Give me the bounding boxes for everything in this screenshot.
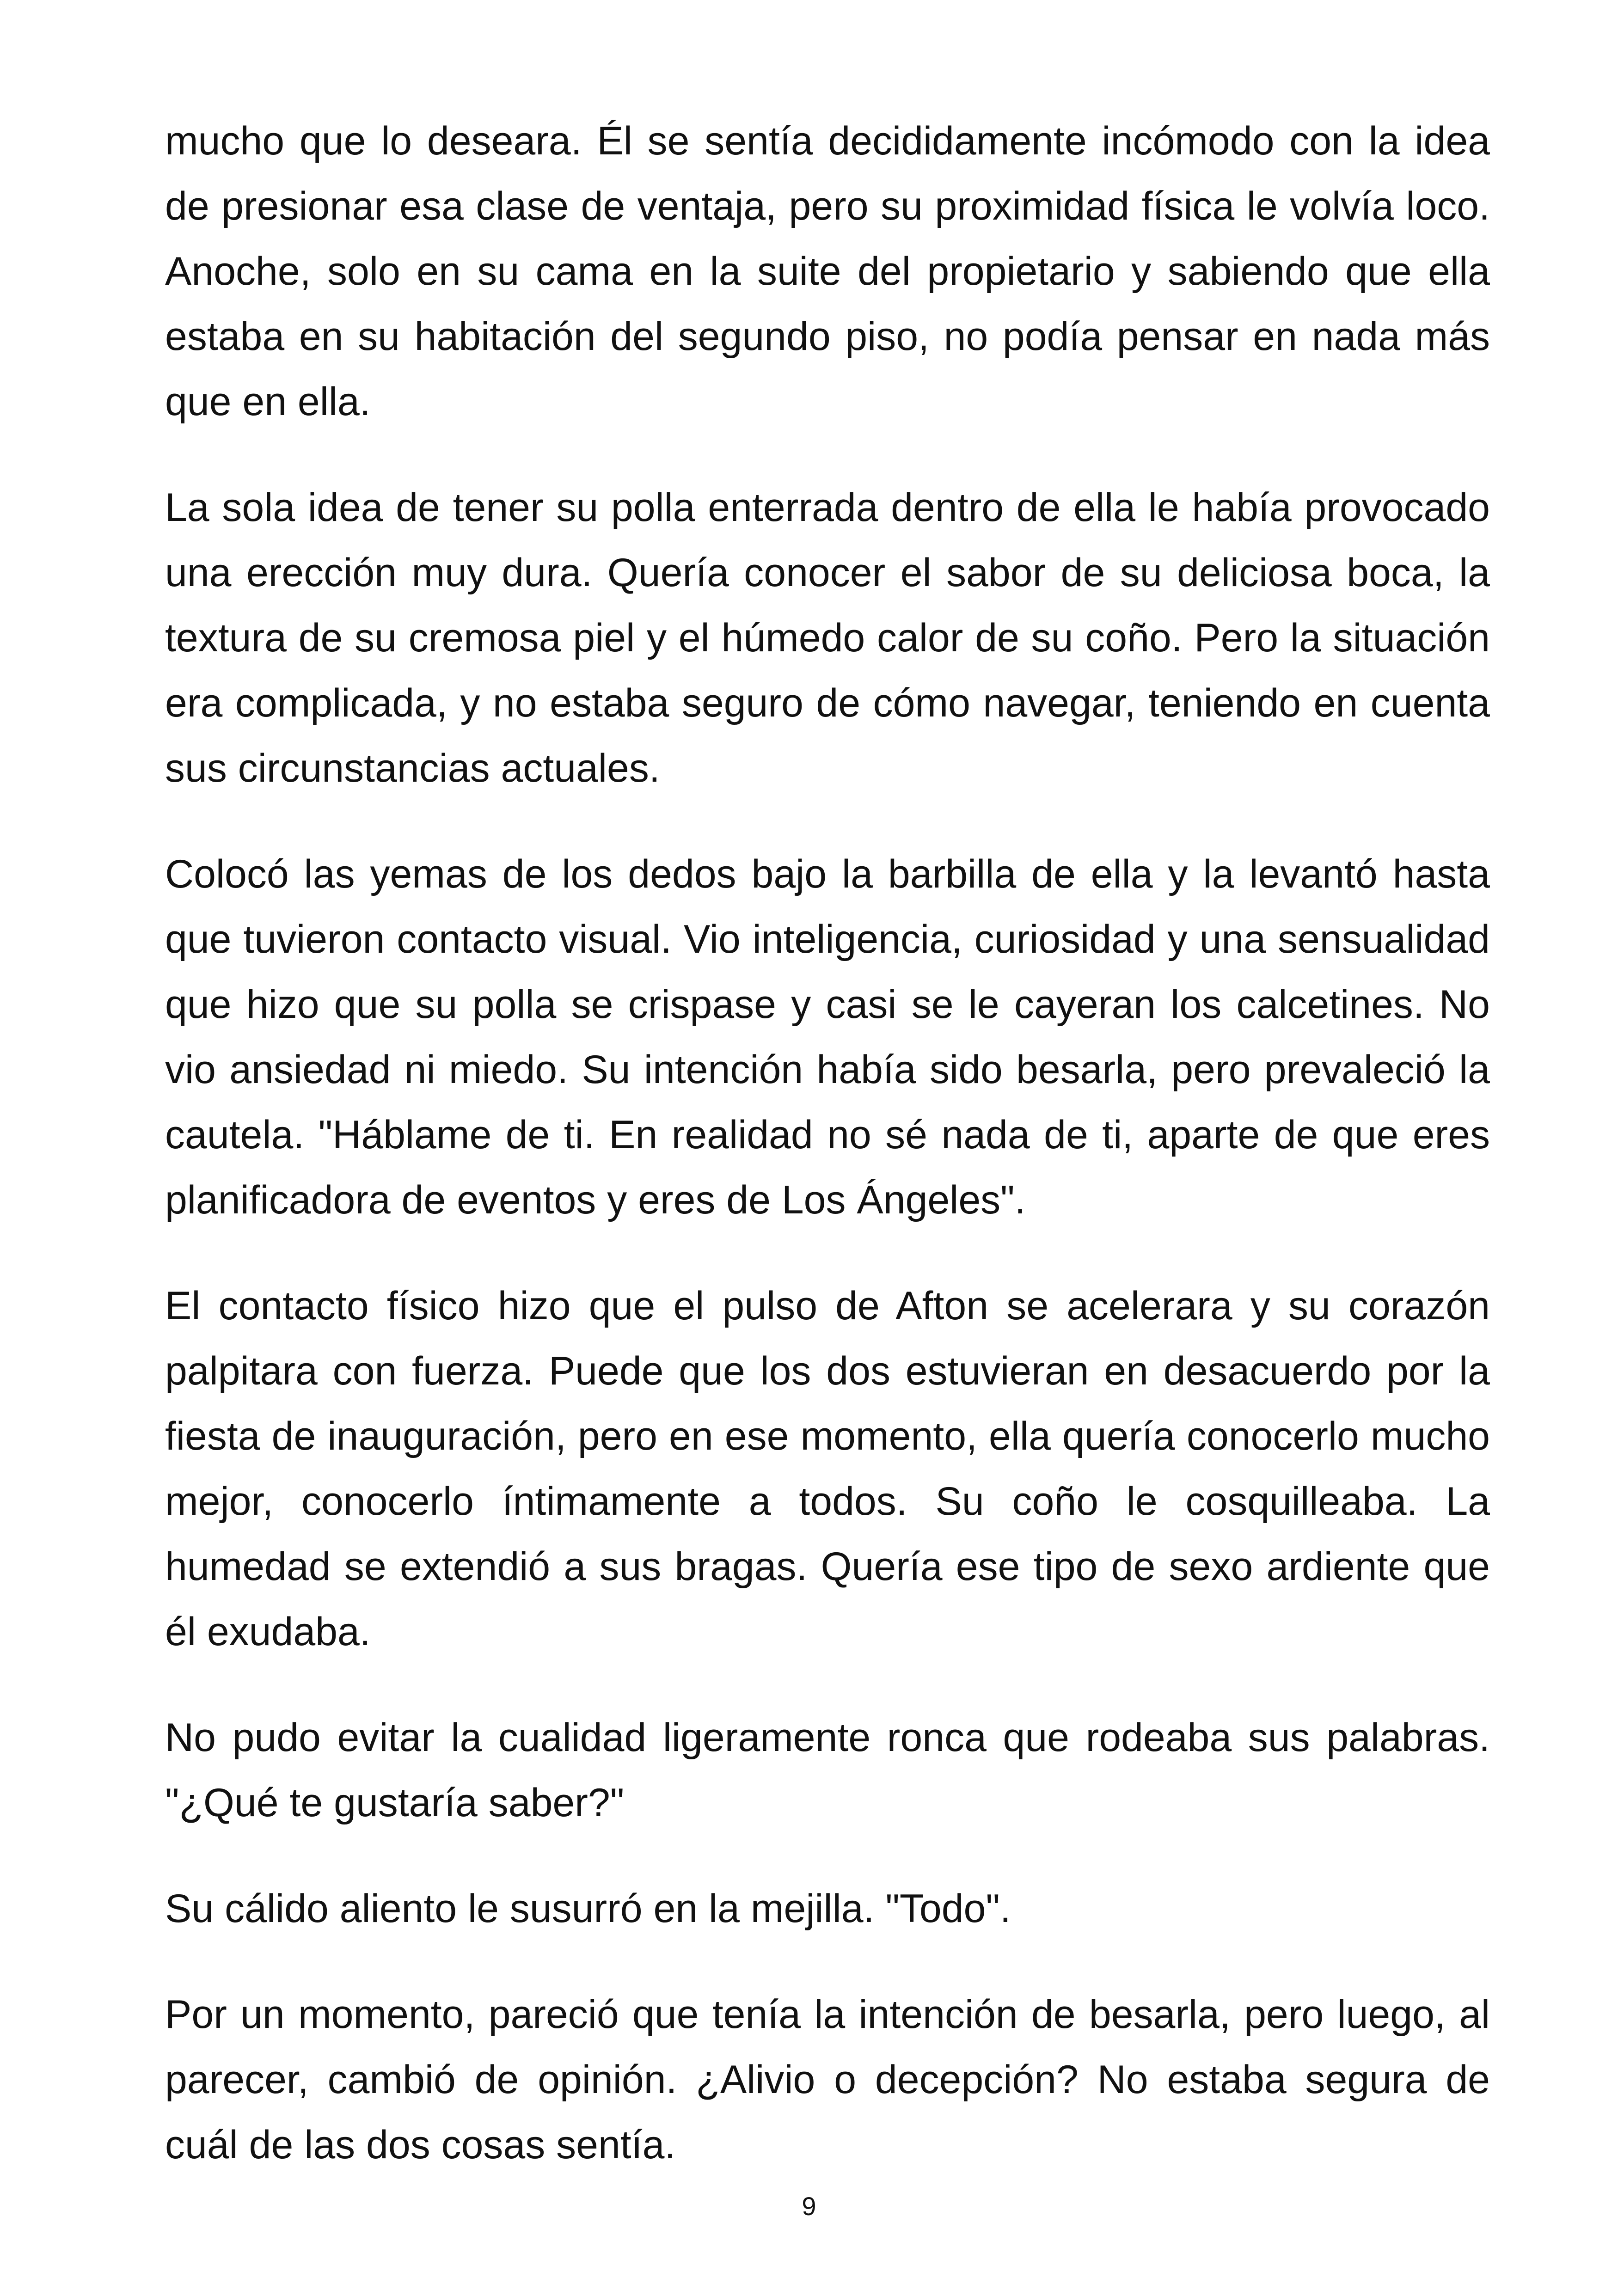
paragraph: mucho que lo deseara. Él se sentía decididamente incómodo con la idea de presionar esa clase de ventaja, pero su proximidad física le volvía loco. Anoche, solo en su cama en la suite del propietario y sabiendo que ella estaba en su habitación del segundo piso, no podía pensar en nada más que en ella. [165, 119, 1490, 424]
page-number: 9 [802, 2192, 816, 2221]
paragraph: Colocó las yemas de los dedos bajo la barbilla de ella y la levantó hasta que tuvieron contacto visual. Vio inteligencia, curiosidad y una sensualidad que hizo que su polla se crispase y casi se le cayeran los calcetines. No vio ansiedad ni miedo. Su intención había sido besarla, pero prevaleció la cautela. "Háblame de ti. En realidad no sé nada de ti, aparte de que eres planificadora de eventos y eres de Los Ángeles". [165, 852, 1490, 1222]
paragraph: La sola idea de tener su polla enterrada dentro de ella le había provocado una erección muy dura. Quería conocer el sabor de su deliciosa boca, la textura de su cremosa piel y el húmedo calor de su coño. Pero la situación era complicada, y no estaba seguro de cómo navegar, teniendo en cuenta sus circunstancias actuales. [165, 485, 1490, 790]
paragraph: El contacto físico hizo que el pulso de Afton se acelerara y su corazón palpitara con fuerza. Puede que los dos estuvieran en desacuerdo por la fiesta de inauguración, pero en ese momento, ella quería conocerlo mucho mejor, conocerlo íntimamente a todos. Su coño le cosquilleaba. La humedad se extendió a sus bragas. Quería ese tipo de sexo ardiente que él exudaba. [165, 1284, 1490, 1654]
paragraph: Su cálido aliento le susurró en la mejilla. "Todo". [165, 1886, 1011, 1931]
body-text [165, 109, 1490, 2218]
paragraph: Por un momento, pareció que tenía la intención de besarla, pero luego, al parecer, cambió de opinión. ¿Alivio o decepción? No estaba segura de cuál de las dos cosas sentía. [165, 1992, 1490, 2167]
paragraph: No pudo evitar la cualidad ligeramente ronca que rodeaba sus palabras. "¿Qué te gustaría saber?" [165, 1715, 1490, 1825]
